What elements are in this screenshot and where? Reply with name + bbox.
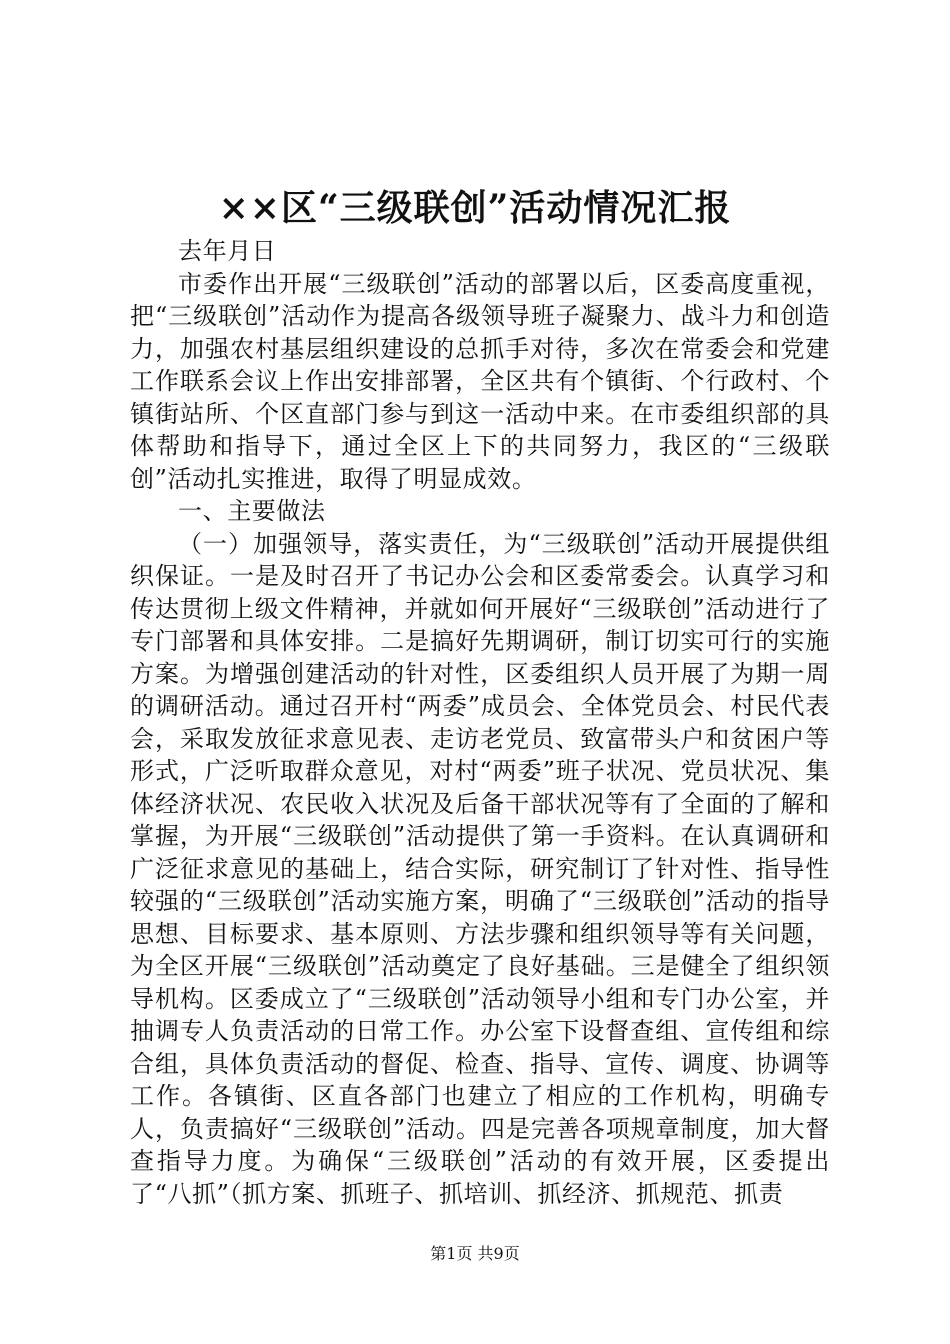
section-paragraph: （一）加强领导，落实责任，为“三级联创”活动开展提供组织保证。一是及时召开了书记办公会和区委常委会。认真学习和传达贯彻上级文件精神，并就如何开展好“三级联创”活动进行了专门部署和具体安排。二是搞好先期调研，制订切实可行的实施方案。为增强创建活动的针对性，区委组织人员开展了为期一周的调研活动。通过召开村“两委”成员会、全体党员会、村民代表会，采取发放征求意见表、走访老党员、致富带头户和贫困户等形式，广泛听取群众意见，对村“两委”班子状况、党员状况、集体经济状况、农民收入状况及后备干部状况等有了全面的了解和掌握，为开展“三级联创”活动提供了第一手资料。在认真调研和广泛征求意见的基础上，结合实际，研究制订了针对性、指导性较强的“三级联创”活动实施方案，明确了“三级联创”活动的指导思想、目标要求、基本原则、方法步骤和组织领导等有关问题，为全区开展“三级联创”活动奠定了良好基础。三是健全了组织领导机构。区委成立了“三级联创”活动领导小组和专门办公室，并抽调专人负责活动的日常工作。办公室下设督查组、宣传组和综合组，具体负责活动的督促、检查、指导、宣传、调度、协调等工作。各镇街、区直各部门也建立了相应的工作机构，明确专人，负责搞好“三级联创”活动。四是完善各项规章制度，加大督查指导力度。为确保“三级联创”活动的有效开展，区委提出了“八抓”（抓方案、抓班子、抓培训、抓经济、抓规范、抓责: [130, 529, 830, 1208]
date-line: 去年月日: [178, 237, 277, 265]
document-body: [130, 235, 830, 1210]
section-heading: 一、主要做法: [178, 497, 326, 525]
document-title: ××区“三级联创”活动情况汇报: [218, 187, 732, 229]
page-footer: 第1页 共9页: [430, 1244, 520, 1263]
intro-paragraph: 市委作出开展“三级联创”活动的部署以后，区委高度重视，把“三级联创”活动作为提高各级领导班子凝聚力、战斗力和创造力，加强农村基层组织建设的总抓手对待，多次在常委会和党建工作联系会议上作出安排部署，全区共有个镇街、个行政村、个镇街站所、个区直部门参与到这一活动中来。在市委组织部的具体帮助和指导下，通过全区上下的共同努力，我区的“三级联创”活动扎实推进，取得了明显成效。: [130, 269, 830, 493]
